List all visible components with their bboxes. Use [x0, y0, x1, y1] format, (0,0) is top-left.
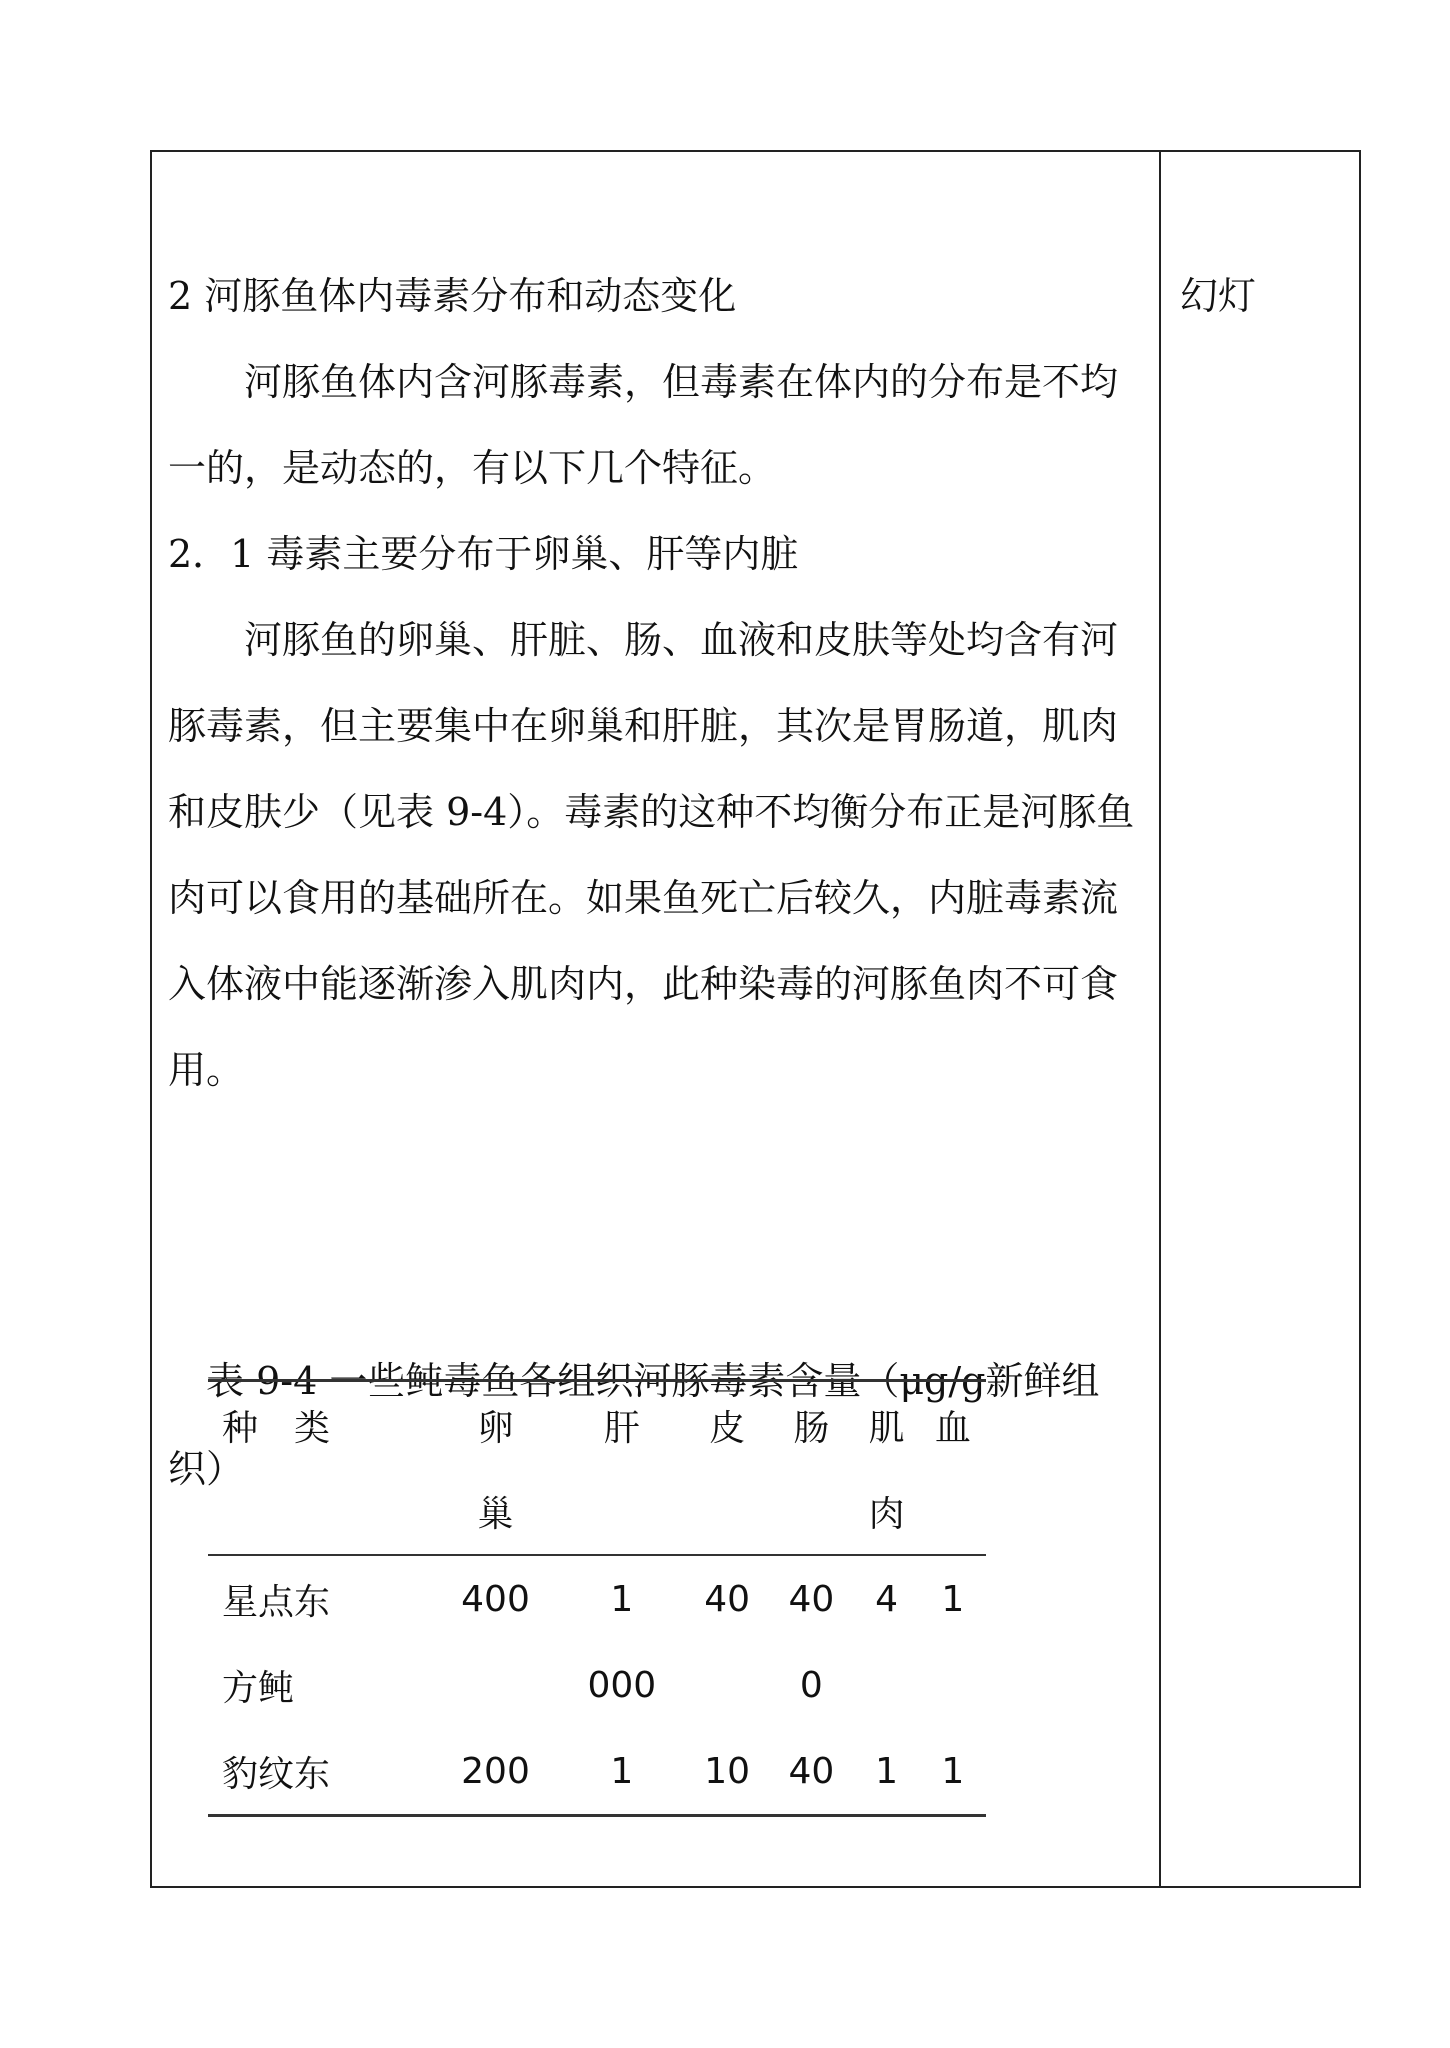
- table-cell: [920, 1642, 986, 1728]
- table-row: [208, 1555, 986, 1642]
- paragraph: 河豚鱼的卵巢、肝脏、肠、血液和皮肤等处均含有河豚毒素，但主要集中在卵巢和肝脏，其次是胃肠道，肌肉和皮肤少（见表 9-4）。毒素的这种不均衡分布正是河豚鱼肉可以食用的基础所在。如果鱼死亡后较久，内脏毒素流入体液中能逐渐渗入肌肉内，此种染毒的河豚鱼肉不可食用。: [168, 618, 1135, 1092]
- subsection-heading: 2．1 毒素主要分布于卵巢、肝等内脏: [168, 532, 799, 576]
- main-content: [168, 253, 1140, 1113]
- table-cell: 40: [704, 1578, 751, 1620]
- paragraph: 河豚鱼体内含河豚毒素，但毒素在体内的分布是不均一的，是动态的，有以下几个特征。: [168, 360, 1119, 490]
- section-heading: 2 河豚鱼体内毒素分布和动态变化: [168, 274, 737, 318]
- table-cell: 方鲀: [222, 1667, 295, 1709]
- lesson-frame: [150, 150, 1361, 1888]
- header-cell: [559, 1468, 685, 1555]
- table-cell: 1: [610, 1750, 634, 1792]
- table-cell: 40: [788, 1578, 835, 1620]
- header-cell: [208, 1468, 432, 1555]
- column-divider: [1159, 152, 1161, 1886]
- table-cell: 4: [875, 1578, 899, 1620]
- table-cell: 1: [875, 1750, 899, 1792]
- table-header-row: [208, 1468, 986, 1555]
- header-cell: 肠: [793, 1407, 830, 1449]
- table-cell: [854, 1642, 920, 1728]
- toxin-table: [208, 1379, 986, 1817]
- header-cell: [769, 1468, 853, 1555]
- header-cell: 皮: [709, 1407, 746, 1449]
- side-note: 幻灯: [1180, 274, 1257, 318]
- table-row: [208, 1728, 986, 1814]
- table-caption-text: 表 9-4 一些鲀毒鱼各组织河豚毒素含量（μg/g新鲜组织）: [168, 1359, 1100, 1491]
- table-cell: 40: [788, 1750, 835, 1792]
- table-cell: [685, 1642, 769, 1728]
- header-cell: 巢: [432, 1468, 558, 1555]
- table-cell: 1: [610, 1578, 634, 1620]
- header-cell: [920, 1468, 986, 1555]
- table-cell: [432, 1642, 558, 1728]
- header-cell: 肝: [603, 1407, 640, 1449]
- table-header-row: [208, 1382, 986, 1468]
- header-cell: 种 类: [222, 1407, 331, 1449]
- table-cell: 1: [941, 1578, 965, 1620]
- table-cell: 200: [461, 1750, 530, 1792]
- header-cell: 血: [934, 1407, 971, 1449]
- header-cell: [685, 1468, 769, 1555]
- table-cell: 星点东: [222, 1581, 331, 1623]
- header-cell: 肉: [854, 1468, 920, 1555]
- header-cell: 肌: [868, 1407, 905, 1449]
- table-cell: 000: [587, 1664, 657, 1706]
- table-cell: 豹纹东: [222, 1753, 331, 1795]
- table-cell: 1: [941, 1750, 965, 1792]
- table-cell: 0: [799, 1664, 823, 1706]
- table-cell: 10: [704, 1750, 751, 1792]
- table-cell: 400: [461, 1578, 530, 1620]
- header-cell: 卵: [477, 1407, 514, 1449]
- table-row: [208, 1642, 986, 1728]
